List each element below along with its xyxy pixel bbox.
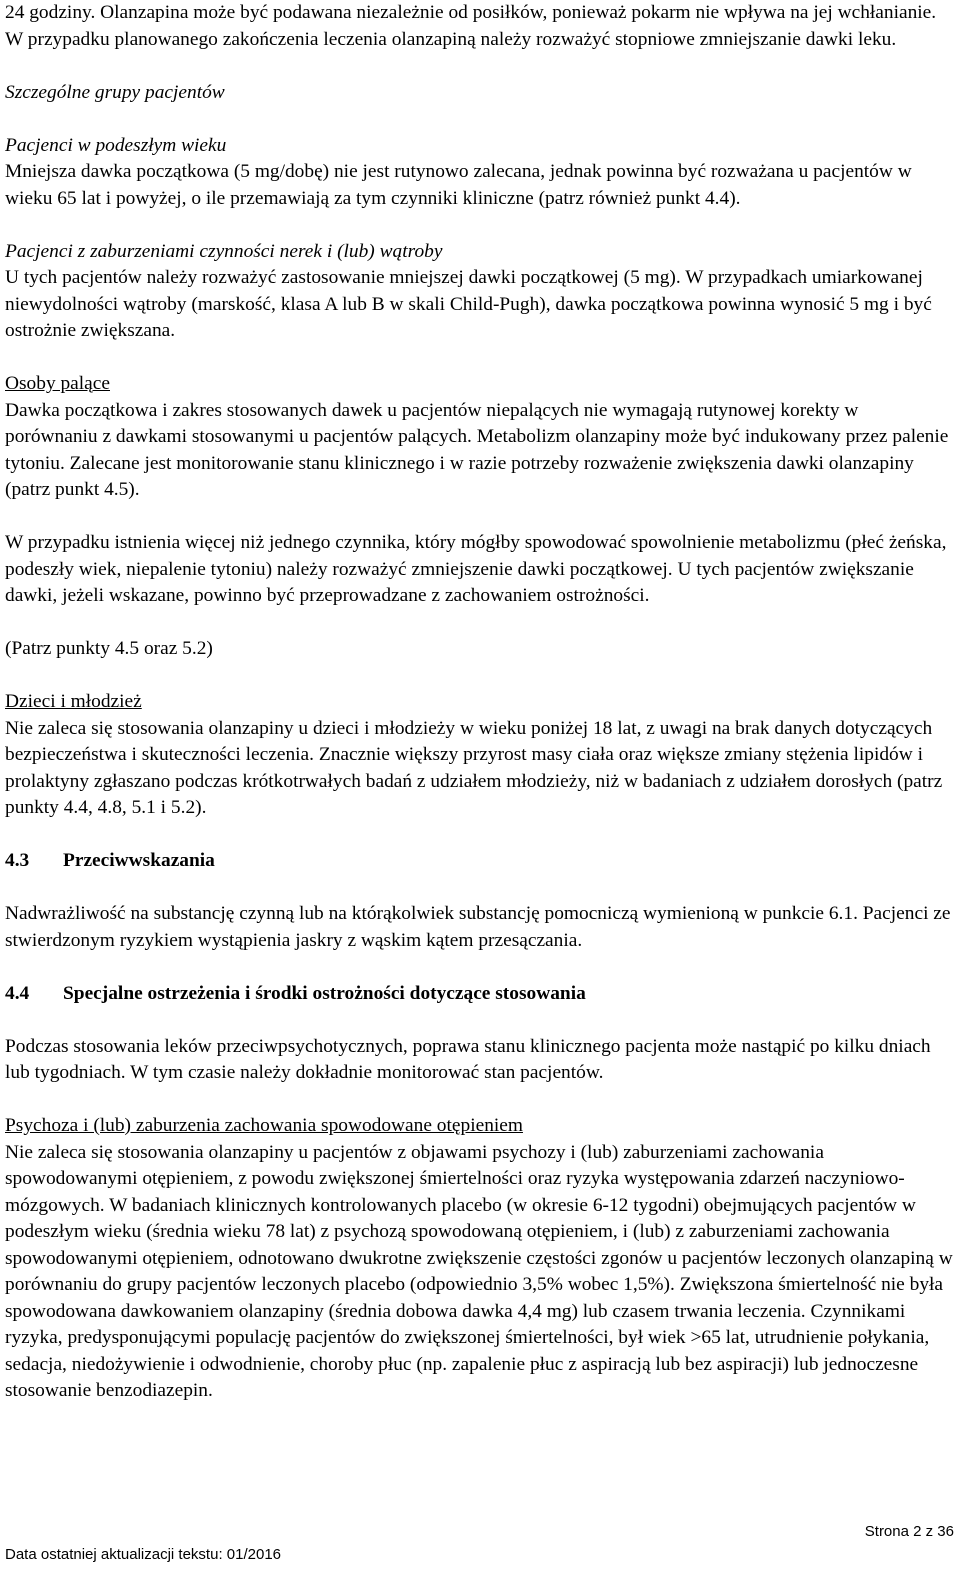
section-4-4-number: 4.4 — [5, 982, 30, 1004]
intro-paragraph: 24 godziny. Olanzapina może być podawana niezależnie od posiłków, ponieważ pokarm nie wpływa na jej wchłanianie. W przypadku planowanego zakończenia leczenia olanzapiną należy rozważyć stopniowe zmniejszanie dawki leku. — [5, 2, 937, 50]
smokers-paragraph: Dawka początkowa i zakres stosowanych dawek u pacjentów niepalących nie wymagają rutynowej korekty w porównaniu z dawkami stosowanymi u pacjentów palących. Metabolizm olanzapiny może być indukowany przez palenie tytoniu. Zalecane jest monitorowanie stanu klinicznego i w razie potrzeby rozważenie zwiększenia dawki olanzapiny (patrz punkt 4.5). — [5, 399, 949, 500]
dementia-heading: Psychoza i (lub) zaburzenia zachowania spowodowane otępieniem — [5, 1115, 523, 1136]
section-4-4-heading — [5, 981, 955, 1008]
see-also-reference: (Patrz punkty 4.5 oraz 5.2) — [5, 638, 213, 659]
elderly-heading: Pacjenci w podeszłym wieku — [5, 134, 227, 156]
dementia-paragraph: Nie zaleca się stosowania olanzapiny u pacjentów z objawami psychozy i (lub) zaburzeniami zachowania spowodowanymi otępieniem, z powodu zwiększonej śmiertelności oraz ryzyka występowania zdarzeń naczyniowo-mózgowych. W badaniach klinicznych kontrolowanych placebo (w okresie 6-12 tygodni) obejmujących pacjentów w podeszłym wieku (średnia wieku 78 lat) z psychozą spowodowaną otępieniem, i (lub) z zaburzeniami zachowania spowodowanymi otępieniem, odnotowano dwukrotne zwiększenie częstości zgonów u pacjentów leczonych olanzapiną w porównaniu do grupy pacjentów leczonych placebo (odpowiednio 3,5% wobec 1,5%). Zwiększona śmiertelność nie była spowodowana dawkowaniem olanzapiny (średnia dobowa dawka 4,4 mg) lub czasem trwania leczenia. Czynnikami ryzyka, predysponującymi populację pacjentów do zwiększonej śmiertelności, był wiek >65 lat, utrudnienie połykania, sedacja, niedożywienie i odwodnienie, choroby płuc (np. zapalenie płuc z aspiracją lub bez aspiracji) lub jednoczesne stosowanie benzodiazepin. — [5, 1141, 953, 1401]
renal-hepatic-paragraph: U tych pacjentów należy rozważyć zastosowanie mniejszej dawki początkowej (5 mg). W przypadkach umiarkowanej niewydolności wątroby (marskość, klasa A lub B w skali Child-Pugh), dawka początkowa powinna wynosić 5 mg i być ostrożnie zwiększana. — [5, 267, 932, 341]
renal-hepatic-heading: Pacjenci z zaburzeniami czynności nerek i (lub) wątroby — [5, 240, 443, 262]
section-4-3-title: Przeciwwskazania — [63, 850, 215, 871]
section-4-4-title: Specjalne ostrzeżenia i środki ostrożności dotyczące stosowania — [63, 982, 586, 1004]
children-paragraph: Nie zaleca się stosowania olanzapiny u dzieci i młodzieży w wieku poniżej 18 lat, z uwagi na brak danych dotyczących bezpieczeństwa i skuteczności leczenia. Znacznie większy przyrost masy ciała oraz większe zmiany stężenia lipidów i prolaktyny zgłaszano podczas krótkotrwałych badań z udziałem młodzieży, niż w badaniach z udziałem dorosłych (patrz punkty 4.4, 4.8, 5.1 i 5.2). — [5, 717, 943, 818]
document-page — [5, 0, 955, 1405]
children-heading: Dzieci i młodzież — [5, 691, 142, 712]
contraindications-paragraph: Nadwrażliwość na substancję czynną lub na którąkolwiek substancję pomocniczą wymienioną w punkcie 6.1. Pacjenci ze stwierdzonym ryzykiem wystąpienia jaskry z wąskim kątem przesączania. — [5, 903, 951, 951]
section-4-3-heading — [5, 848, 955, 875]
section-4-3-number: 4.3 — [5, 850, 30, 871]
special-groups-heading: Szczególne grupy pacjentów — [5, 81, 225, 103]
elderly-paragraph: Mniejsza dawka początkowa (5 mg/dobę) nie jest rutynowo zalecana, jednak powinna być rozważana u pacjentów w wieku 65 lat i powyżej, o ile przemawiają za tym czynniki kliniczne (patrz również punkt 4.4). — [5, 161, 912, 209]
smokers-heading: Osoby palące — [5, 373, 110, 394]
warnings-paragraph: Podczas stosowania leków przeciwpsychotycznych, poprawa stanu klinicznego pacjenta może nastąpić po kilku dniach lub tygodniach. W tym czasie należy dokładnie monitorować stan pacjentów. — [5, 1035, 931, 1083]
multiple-factors-paragraph: W przypadku istnienia więcej niż jednego czynnika, który mógłby spowodować spowolnienie metabolizmu (płeć żeńska, podeszły wiek, niepalenie tytoniu) należy rozważyć zmniejszenie dawki początkowej. U tych pacjentów zwiększanie dawki, jeżeli wskazane, powinno być przeprowadzane z zachowaniem ostrożności. — [5, 532, 947, 606]
last-update-footer: Data ostatniej aktualizacji tekstu: 01/2016 — [5, 1546, 281, 1563]
page-number: Strona 2 z 36 — [864, 1523, 954, 1540]
